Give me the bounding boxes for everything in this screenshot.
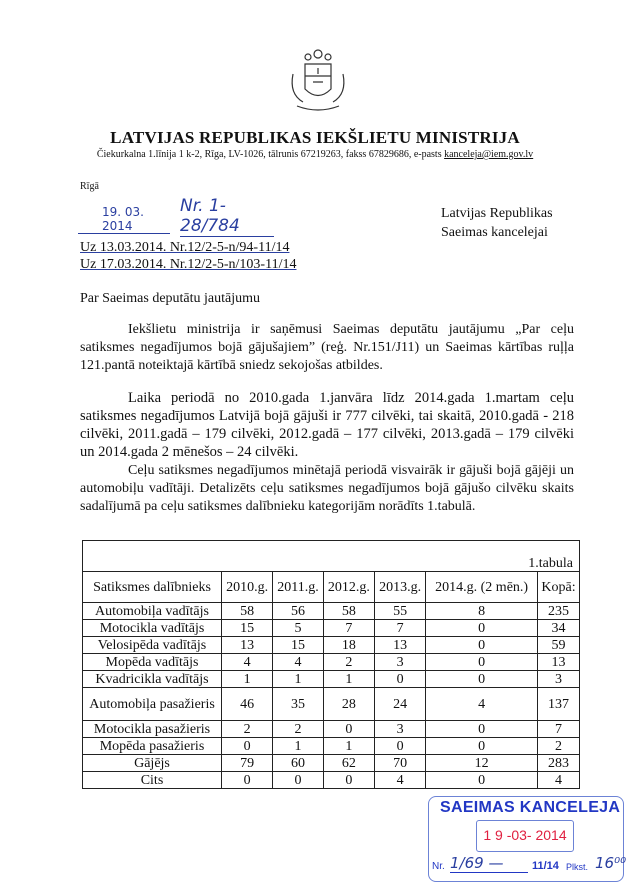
table-caption: 1.tabula: [83, 541, 580, 572]
value-cell: 0: [323, 721, 374, 738]
value-cell: 2: [273, 721, 324, 738]
value-cell: 0: [374, 671, 425, 688]
value-cell: 0: [426, 620, 538, 637]
value-cell: 8: [426, 603, 538, 620]
stamp-code: 11/14: [532, 860, 559, 872]
value-cell: 13: [222, 637, 273, 654]
address-text: Čiekurkalna 1.līnija 1 k-2, Rīga, LV-1026, tālrunis 67219263, fakss 67829686, e-pasts: [96, 149, 445, 160]
column-header: 2014.g. (2 mēn.): [426, 572, 538, 603]
table-row: [83, 688, 580, 721]
value-cell: 79: [222, 755, 273, 772]
value-cell: 0: [426, 671, 538, 688]
email-link[interactable]: kanceleja@iem.gov.lv: [444, 149, 534, 160]
table-row: [83, 738, 580, 755]
column-header: 2013.g.: [374, 572, 425, 603]
table-row: [83, 671, 580, 688]
value-cell: 70: [374, 755, 425, 772]
column-header: 2011.g.: [273, 572, 324, 603]
value-cell: 0: [374, 738, 425, 755]
value-cell: 55: [374, 603, 425, 620]
table-row: [83, 755, 580, 772]
value-cell: 283: [538, 755, 580, 772]
value-cell: 15: [222, 620, 273, 637]
participant-cell: Automobiļa pasažieris: [83, 688, 222, 721]
table-row: [83, 603, 580, 620]
stamp-nr-value: 1/69 —: [450, 855, 528, 873]
value-cell: 1: [222, 671, 273, 688]
participant-cell: Mopēda pasažieris: [83, 738, 222, 755]
value-cell: 0: [222, 772, 273, 789]
recipient-line: Saeimas kancelejai: [441, 225, 548, 240]
value-cell: 60: [273, 755, 324, 772]
value-cell: 4: [222, 654, 273, 671]
value-cell: 58: [222, 603, 273, 620]
value-cell: 4: [426, 688, 538, 721]
table-row: [83, 654, 580, 671]
ministry-title: LATVIJAS REPUBLIKAS IEKŠLIETU MINISTRIJA: [110, 128, 520, 147]
body-paragraph: Iekšlietu ministrija ir saņēmusi Saeimas deputātu jautājumu „Par ceļu satiksmes negadījumos bojā gājušajiem” (reģ. Nr.151/J11) un Saeimas kārtības ruļļa 121.pantā noteiktajā kārtībā sniedz sekojošas atbildes.: [80, 322, 574, 373]
value-cell: 56: [273, 603, 324, 620]
value-cell: 5: [273, 620, 324, 637]
value-cell: 13: [538, 654, 580, 671]
ministry-address: [0, 149, 630, 160]
value-cell: 24: [374, 688, 425, 721]
value-cell: 4: [374, 772, 425, 789]
value-cell: 0: [426, 772, 538, 789]
participant-cell: Motocikla pasažieris: [83, 721, 222, 738]
letter-date: 19. 03. 2014: [78, 205, 170, 234]
value-cell: 62: [323, 755, 374, 772]
column-header: Satiksmes dalībnieks: [83, 572, 222, 603]
value-cell: 58: [323, 603, 374, 620]
value-cell: 1: [273, 671, 324, 688]
participant-cell: Mopēda vadītājs: [83, 654, 222, 671]
participant-cell: Gājējs: [83, 755, 222, 772]
value-cell: 7: [538, 721, 580, 738]
value-cell: 13: [374, 637, 425, 654]
stamp-time-label: Plkst.: [566, 862, 589, 872]
recipient: [441, 204, 553, 242]
value-cell: 1: [273, 738, 324, 755]
table-header-row: [83, 572, 580, 603]
recipient-line: Latvijas Republikas: [441, 206, 553, 221]
value-cell: 0: [426, 637, 538, 654]
value-cell: 1: [323, 738, 374, 755]
table-row: [83, 772, 580, 789]
value-cell: 35: [273, 688, 324, 721]
value-cell: 18: [323, 637, 374, 654]
value-cell: 1: [323, 671, 374, 688]
value-cell: 7: [374, 620, 425, 637]
value-cell: 2: [538, 738, 580, 755]
value-cell: 235: [538, 603, 580, 620]
value-cell: 15: [273, 637, 324, 654]
value-cell: 3: [538, 671, 580, 688]
reference-line: Uz 13.03.2014. Nr.12/2-5-n/94-11/14: [80, 240, 290, 255]
participant-cell: Automobiļa vadītājs: [83, 603, 222, 620]
casualties-table: [82, 540, 580, 789]
participant-cell: Cits: [83, 772, 222, 789]
reference-line: Uz 17.03.2014. Nr.12/2-5-n/103-11/14: [80, 257, 297, 272]
participant-cell: Motocikla vadītājs: [83, 620, 222, 637]
value-cell: 4: [273, 654, 324, 671]
table-row: [83, 637, 580, 654]
stamp-date: 1 9 -03- 2014: [483, 827, 567, 843]
stamp-time-value: 16⁰⁰: [595, 854, 627, 872]
table-row: [83, 721, 580, 738]
column-header: 2012.g.: [323, 572, 374, 603]
value-cell: 0: [273, 772, 324, 789]
body-paragraph: Ceļu satiksmes negadījumos minētajā periodā visvairāk ir gājuši bojā gājēji un automobiļu vadītāji. Detalizēts ceļu satiksmes negadījumos bojā gājušo cilvēku skaits sadalījumā pa ceļu satiksmes dalībnieku kategorijām norādīts 1.tabulā.: [80, 463, 574, 514]
value-cell: 0: [426, 721, 538, 738]
value-cell: 46: [222, 688, 273, 721]
column-header: Kopā:: [538, 572, 580, 603]
value-cell: 12: [426, 755, 538, 772]
value-cell: 2: [323, 654, 374, 671]
value-cell: 3: [374, 654, 425, 671]
value-cell: 7: [323, 620, 374, 637]
value-cell: 28: [323, 688, 374, 721]
column-header: 2010.g.: [222, 572, 273, 603]
registration-number: Nr. 1-28/784: [180, 196, 274, 237]
value-cell: 137: [538, 688, 580, 721]
value-cell: 0: [323, 772, 374, 789]
stamp-title: SAEIMAS KANCELEJA: [440, 799, 621, 816]
participant-cell: Kvadricikla vadītājs: [83, 671, 222, 688]
table-body: [83, 603, 580, 789]
coat-of-arms-emblem: [283, 44, 353, 119]
value-cell: 3: [374, 721, 425, 738]
body-paragraph: Laika periodā no 2010.gada 1.janvāra līdz 2014.gada 1.martam ceļu satiksmes negadījumos Latvijā bojā gājuši ir 777 cilvēki, tai skaitā, 2010.gadā - 218 cilvēki, 2011.gadā – 179 cilvēki, 2012.gadā – 177 cilvēki, 2013.gadā – 179 cilvēki un 2014.gada 2 mēnešos – 24 cilvēki.: [80, 390, 574, 460]
value-cell: 0: [426, 654, 538, 671]
stamp-nr-label: Nr.: [432, 861, 445, 872]
value-cell: 59: [538, 637, 580, 654]
value-cell: 4: [538, 772, 580, 789]
value-cell: 34: [538, 620, 580, 637]
participant-cell: Velosipēda vadītājs: [83, 637, 222, 654]
subject: Par Saeimas deputātu jautājumu: [80, 291, 261, 306]
value-cell: 0: [222, 738, 273, 755]
table-row: [83, 620, 580, 637]
value-cell: 2: [222, 721, 273, 738]
city: Rīgā: [80, 181, 99, 192]
value-cell: 0: [426, 738, 538, 755]
